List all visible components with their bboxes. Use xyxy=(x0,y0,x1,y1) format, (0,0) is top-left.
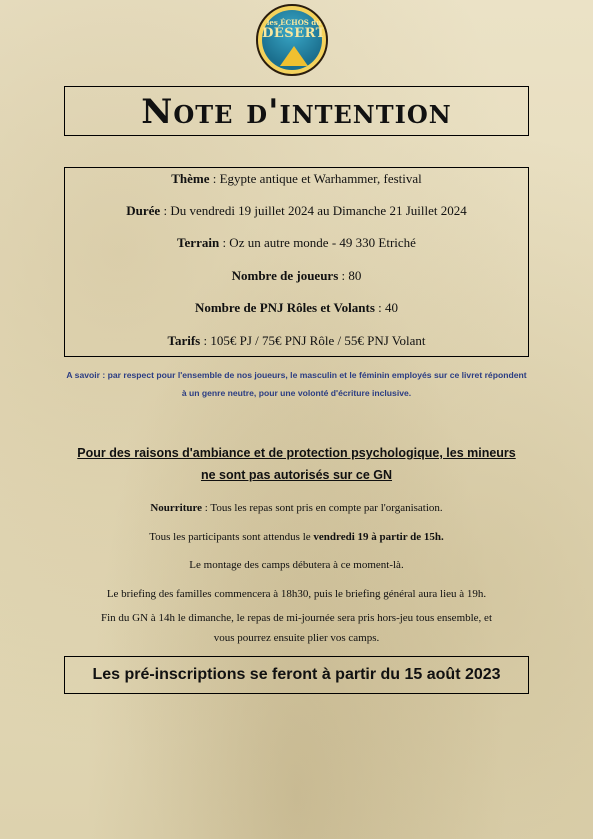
event-logo xyxy=(256,4,328,76)
info-prices xyxy=(65,333,528,349)
info-box xyxy=(64,167,529,357)
info-value: : 105€ PJ / 75€ PNJ Rôle / 55€ PNJ Volant xyxy=(200,333,426,348)
end-line-1: Fin du GN à 14h le dimanche, le repas de mi-journée sera pris hors-jeu tous ensemble, et xyxy=(101,612,492,624)
notice-text: par respect pour l'ensemble de nos joueurs, le masculin et le féminin employés sur ce livret répondent à un genre neutre, pour une volonté d'écriture inclusive. xyxy=(105,370,527,398)
preinscription-box xyxy=(64,656,529,694)
minors-warning: Pour des raisons d'ambiance et de protection psychologique, les mineurs ne sont pas autorisés sur ce GN xyxy=(77,446,516,482)
arrival-text: Tous les participants sont attendus le xyxy=(149,531,314,543)
info-value: : Du vendredi 19 juillet 2024 au Dimanche 21 Juillet 2024 xyxy=(160,203,467,218)
info-value: : 40 xyxy=(374,300,399,315)
food-text: : Tous les repas sont pris en compte par l'organisation. xyxy=(202,502,443,514)
info-location xyxy=(65,235,528,251)
arrival-time: vendredi 19 à partir de 15h. xyxy=(313,531,444,543)
end-line-2: vous pourrez ensuite plier vos camps. xyxy=(213,632,380,644)
preinscription-text: Les pré-inscriptions se feront à partir du 15 août 2023 xyxy=(92,666,501,683)
info-npcs xyxy=(65,300,528,316)
logo-text-main: DÉSERT xyxy=(262,26,326,41)
info-duration xyxy=(65,203,528,219)
page-title: Note d'intention xyxy=(141,92,452,132)
title-box xyxy=(64,86,529,136)
food-label: Nourriture xyxy=(150,502,203,514)
arrival-line xyxy=(50,529,543,545)
pyramid-icon xyxy=(280,46,308,66)
food-line xyxy=(50,500,543,516)
notice-lead: A savoir : xyxy=(66,370,106,380)
logo-text-top: les ÉCHOS du xyxy=(266,18,322,27)
info-theme xyxy=(65,171,528,187)
inclusive-writing-notice xyxy=(64,366,529,402)
info-value: : Oz un autre monde - 49 330 Etriché xyxy=(219,235,416,250)
briefing-line: Le briefing des familles commencera à 18h30, puis le briefing général aura lieu à 19h. xyxy=(106,588,487,600)
info-value: : 80 xyxy=(338,268,362,283)
info-label: Tarifs xyxy=(167,333,201,348)
info-label: Nombre de PNJ Rôles et Volants xyxy=(194,300,375,315)
info-players xyxy=(65,268,528,284)
info-label: Nombre de joueurs xyxy=(231,268,339,283)
camps-line: Le montage des camps débutera à ce moment-là. xyxy=(189,559,404,571)
info-label: Thème xyxy=(171,171,210,186)
info-label: Terrain xyxy=(177,235,220,250)
info-label: Durée xyxy=(126,203,161,218)
info-value: : Egypte antique et Warhammer, festival xyxy=(209,171,422,186)
